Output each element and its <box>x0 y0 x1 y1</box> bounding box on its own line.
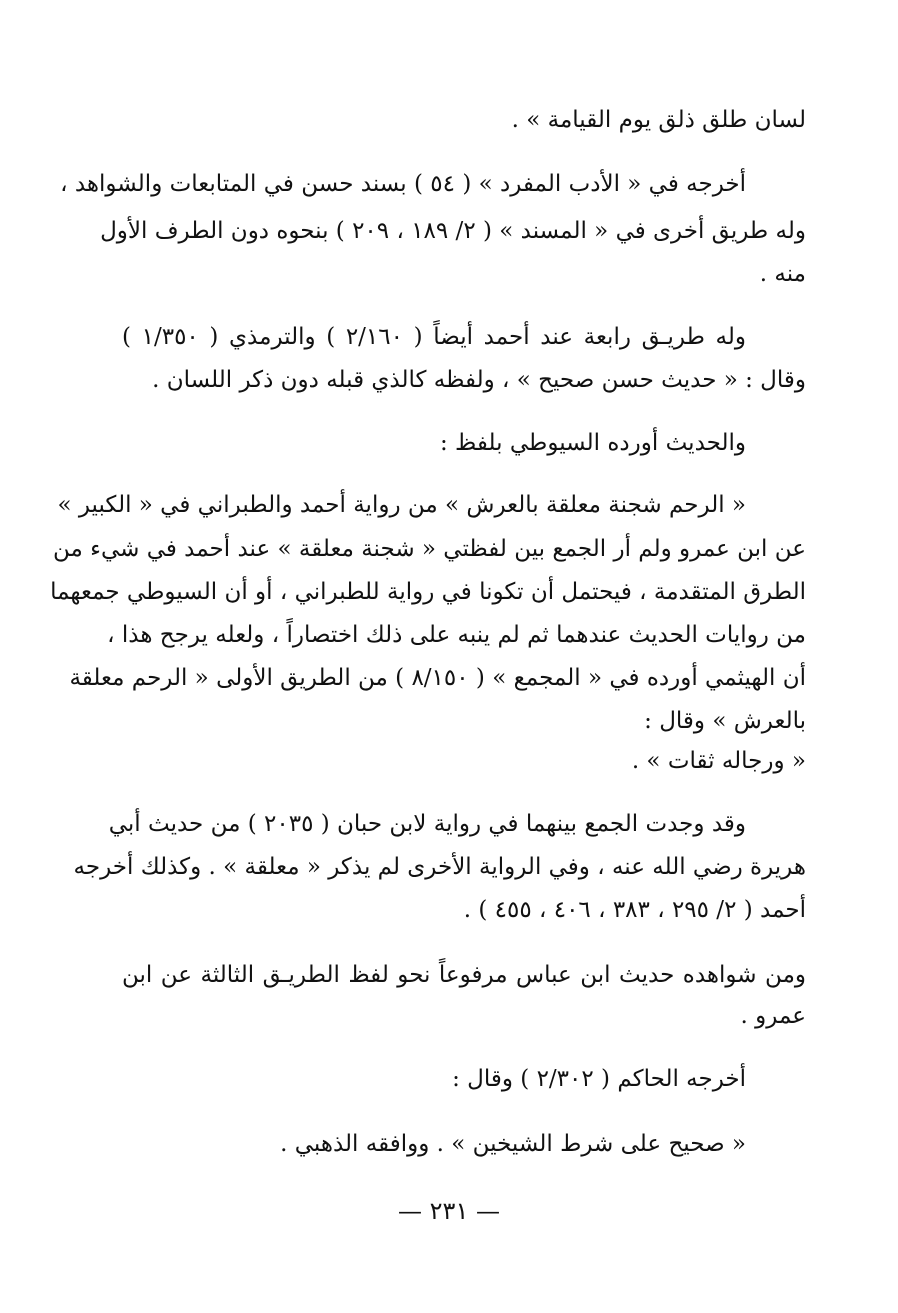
text-line: أخرجه في « الأدب المفرد » ( ٥٤ ) بسند حسن في المتابعات والشواهد ، <box>60 171 746 197</box>
text-line: أحمد ( ٢/ ٢٩٥ ، ٣٨٣ ، ٤٠٦ ، ٤٥٥ ) . <box>463 897 806 923</box>
text-line: الطرق المتقدمة ، فيحتمل أن تكونا في رواية للطبراني ، أو أن السيوطي جمعهما <box>50 579 806 605</box>
text-line: بالعرش » وقال : <box>644 708 806 734</box>
text-line: أن الهيثمي أورده في « المجمع » ( ٨/١٥٠ ) من الطريق الأولى « الرحم معلقة <box>69 665 806 691</box>
text-line: وله طريق أخرى في « المسند » ( ٢/ ١٨٩ ، ٢٠٩ ) بنحوه دون الطرف الأول <box>100 218 806 244</box>
text-line: من روايات الحديث عندهما ثم لم ينبه على ذلك اختصاراً ، ولعله يرجح هذا ، <box>107 622 806 648</box>
text-line: وقد وجدت الجمع بينهما في رواية لابن حبان ( ٢٠٣٥ ) من حديث أبي <box>108 811 746 837</box>
text-line: وله طريـق رابعة عند أحمد أيضاً ( ٢/١٦٠ ) والترمذي ( ١/٣٥٠ ) <box>122 324 746 350</box>
text-line: أخرجه الحاكم ( ٢/٣٠٢ ) وقال : <box>452 1066 746 1092</box>
text-line: لسان طلق ذلق يوم القيامة » . <box>511 107 806 133</box>
text-line: عمرو . <box>740 1003 806 1029</box>
text-line: عن ابن عمرو ولم أر الجمع بين لفظتي « شجنة معلقة » عند أحمد في شيء من <box>53 536 806 562</box>
text-line: منه . <box>759 261 806 287</box>
text-line: « الرحم شجنة معلقة بالعرش » من رواية أحمد والطبراني في « الكبير » <box>57 492 746 518</box>
text-line: والحديث أورده السيوطي بلفظ : <box>440 430 746 456</box>
page-number: — ٢٣١ — <box>398 1197 500 1225</box>
text-line: « ورجاله ثقات » . <box>631 748 806 774</box>
text-line: هريرة رضي الله عنه ، وفي الرواية الأخرى لم يذكر « معلقة » . وكذلك أخرجه <box>73 854 806 880</box>
text-line: وقال : « حديث حسن صحيح » ، ولفظه كالذي قبله دون ذكر اللسان . <box>152 367 806 393</box>
text-line: « صحيح على شرط الشيخين » . ووافقه الذهبي . <box>280 1131 746 1157</box>
text-line: ومن شواهده حديث ابن عباس مرفوعاً نحو لفظ الطريـق الثالثة عن ابن <box>122 962 806 988</box>
